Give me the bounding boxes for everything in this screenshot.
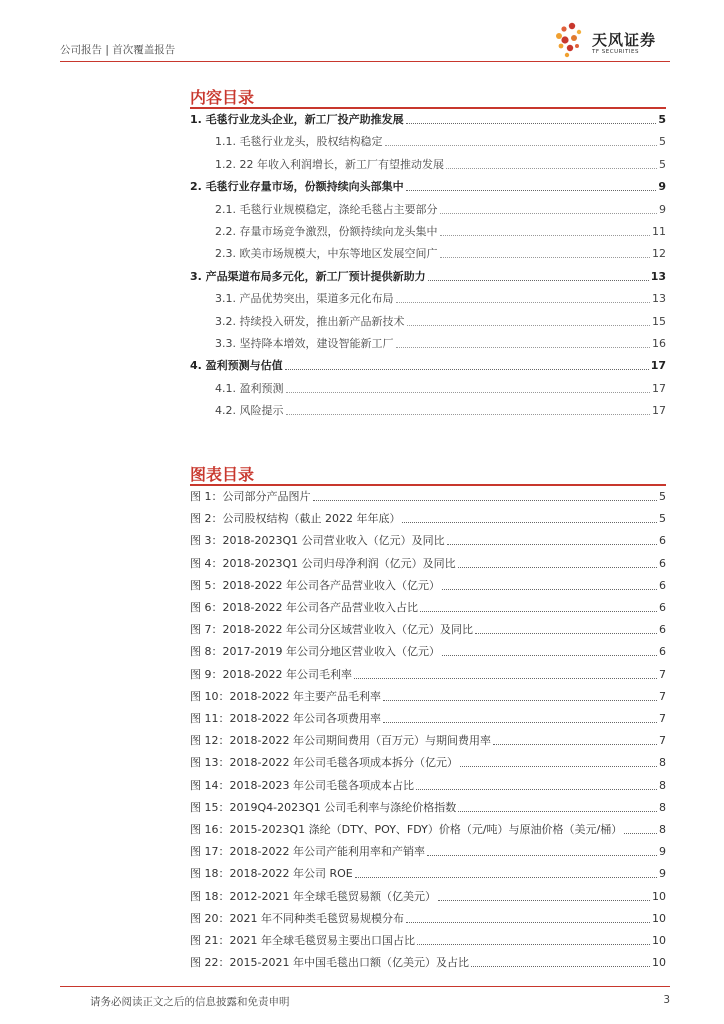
logo-flower-icon — [550, 20, 590, 60]
entry-label: 3. 产品渠道布局多元化，新工厂预计提供新助力 — [190, 269, 426, 283]
entry-page-number: 9 — [659, 202, 666, 216]
dot-leader — [427, 855, 657, 856]
figure-entry[interactable] — [190, 823, 666, 837]
figure-entry[interactable] — [190, 579, 666, 593]
entry-page-number: 12 — [652, 247, 666, 261]
entry-page-number: 6 — [659, 601, 666, 614]
entry-label: 图 22：2015-2021 年中国毛毯出口额（亿美元）及占比 — [190, 956, 469, 970]
entry-page-number: 16 — [652, 337, 666, 350]
figure-entry[interactable] — [190, 867, 666, 881]
dot-leader — [383, 722, 657, 723]
entry-label: 图 20：2021 年不同种类毛毯贸易规模分布 — [190, 911, 404, 925]
entry-page-number: 9 — [658, 180, 666, 194]
entry-page-number: 7 — [659, 689, 666, 703]
dot-leader — [313, 500, 658, 501]
entry-page-number: 7 — [659, 712, 666, 725]
dot-leader — [355, 877, 657, 878]
entry-label: 图 11：2018-2022 年公司各项费用率 — [190, 712, 381, 725]
dot-leader — [442, 655, 657, 656]
dot-leader — [286, 392, 651, 393]
dot-leader — [440, 235, 651, 236]
entry-label: 2. 毛毯行业存量市场，份额持续向头部集中 — [190, 180, 404, 194]
entry-page-number: 7 — [659, 734, 666, 748]
entry-page-number: 10 — [652, 889, 666, 903]
entry-label: 图 7：2018-2022 年公司分区域营业收入（亿元）及同比 — [190, 623, 473, 637]
contents-entry[interactable] — [190, 180, 666, 194]
entry-label: 3.3. 坚持降本增效，建设智能新工厂 — [215, 337, 394, 350]
contents-entry[interactable] — [215, 135, 666, 149]
footer-divider — [60, 986, 670, 987]
entry-label: 图 14：2018-2023 年公司毛毯各项成本占比 — [190, 778, 414, 792]
entry-page-number: 9 — [659, 845, 666, 859]
figure-entry[interactable] — [190, 934, 666, 948]
entry-page-number: 17 — [652, 381, 666, 395]
contents-entry[interactable] — [215, 315, 666, 329]
entry-label: 图 1：公司部分产品图片 — [190, 490, 311, 503]
entry-page-number: 5 — [659, 157, 666, 171]
company-logo — [550, 20, 670, 60]
dot-leader — [440, 257, 651, 258]
dot-leader — [458, 567, 657, 568]
entry-page-number: 6 — [659, 578, 666, 592]
entry-label: 4.2. 风险提示 — [215, 404, 284, 418]
entry-page-number: 10 — [652, 911, 666, 925]
entry-page-number: 8 — [659, 800, 666, 814]
entry-label: 图 12：2018-2022 年公司期间费用（百万元）与期间费用率 — [190, 734, 491, 748]
figure-entry[interactable] — [190, 601, 666, 615]
dot-leader — [396, 347, 651, 348]
entry-page-number: 11 — [652, 225, 666, 238]
entry-label: 图 21：2021 年全球毛毯贸易主要出口国占比 — [190, 934, 415, 947]
figure-entry[interactable] — [190, 668, 666, 682]
entry-label: 3.2. 持续投入研发，推出新产品新技术 — [215, 314, 405, 328]
entry-label: 图 16：2015-2023Q1 涤纶（DTY、POY、FDY）价格（元/吨）与原油价格（美元/桶） — [190, 823, 623, 836]
entry-label: 3.1. 产品优势突出，渠道多元化布局 — [215, 292, 394, 306]
contents-entry[interactable] — [215, 225, 666, 239]
entry-label: 图 18：2012-2021 年全球毛毯贸易额（亿美元） — [190, 889, 436, 903]
dot-leader — [417, 944, 650, 945]
dot-leader — [354, 678, 657, 679]
figure-entry[interactable] — [190, 890, 666, 904]
dot-leader — [383, 700, 657, 701]
contents-entry[interactable] — [215, 158, 666, 172]
dot-leader — [406, 123, 657, 124]
entry-label: 4.1. 盈利预测 — [215, 381, 284, 395]
report-type: 公司报告 | 首次覆盖报告 — [60, 44, 176, 56]
entry-page-number: 13 — [652, 292, 666, 306]
entry-label: 2.2. 存量市场竞争激烈，份额持续向龙头集中 — [215, 225, 438, 238]
dot-leader — [428, 280, 649, 281]
entry-page-number: 17 — [652, 404, 666, 418]
entry-label: 图 8：2017-2019 年公司分地区营业收入（亿元） — [190, 645, 440, 659]
contents-title-rule — [190, 107, 666, 109]
dot-leader — [440, 213, 658, 214]
dot-leader — [396, 302, 651, 303]
logo-text-en: TF SECURITIES — [592, 49, 639, 55]
dot-leader — [438, 900, 650, 901]
contents-title: 内容目录 — [190, 88, 255, 107]
figure-entry[interactable] — [190, 734, 666, 748]
entry-label: 1.1. 毛毯行业龙头，股权结构稳定 — [215, 135, 383, 149]
entry-page-number: 8 — [659, 756, 666, 770]
figure-entry[interactable] — [190, 645, 666, 659]
entry-page-number: 15 — [652, 314, 666, 328]
contents-entry[interactable] — [215, 292, 666, 306]
dot-leader — [446, 168, 657, 169]
entry-label: 1.2. 22 年收入利润增长，新工厂有望推动发展 — [215, 157, 444, 171]
entry-page-number: 5 — [659, 512, 666, 526]
figure-entry[interactable] — [190, 912, 666, 926]
entry-page-number: 10 — [652, 934, 666, 947]
dot-leader — [624, 833, 657, 834]
header-divider — [60, 61, 670, 62]
entry-label: 图 5：2018-2022 年公司各产品营业收入（亿元） — [190, 578, 440, 592]
entry-page-number: 6 — [659, 645, 666, 659]
figure-entry[interactable] — [190, 756, 666, 770]
figure-entry[interactable] — [190, 845, 666, 859]
dot-leader — [416, 789, 657, 790]
entry-label: 1. 毛毯行业龙头企业，新工厂投产助推发展 — [190, 113, 404, 126]
dot-leader — [406, 190, 657, 191]
figures-title: 图表目录 — [190, 465, 255, 484]
dot-leader — [447, 544, 657, 545]
entry-label: 图 2：公司股权结构（截止 2022 年年底） — [190, 512, 401, 526]
figures-title-rule — [190, 484, 666, 486]
contents-entry[interactable] — [215, 337, 666, 351]
entry-page-number: 6 — [659, 534, 666, 548]
figure-entry[interactable] — [190, 534, 666, 548]
dot-leader — [420, 611, 657, 612]
contents-entry[interactable] — [215, 203, 666, 217]
contents-entry[interactable] — [215, 247, 666, 261]
entry-page-number: 10 — [652, 956, 666, 970]
contents-entry[interactable] — [190, 270, 666, 284]
entry-label: 图 4：2018-2023Q1 公司归母净利润（亿元）及同比 — [190, 556, 456, 570]
logo-text-cn: 天风证券 — [592, 31, 657, 49]
figure-entry[interactable] — [190, 779, 666, 793]
dot-leader — [286, 414, 651, 415]
figure-entry[interactable] — [190, 512, 666, 526]
dot-leader — [385, 145, 658, 146]
figure-entry[interactable] — [190, 690, 666, 704]
entry-page-number: 7 — [659, 667, 666, 681]
entry-label: 图 18：2018-2022 年公司 ROE — [190, 867, 353, 881]
entry-page-number: 5 — [659, 135, 666, 149]
page-header — [60, 0, 670, 64]
figure-entry[interactable] — [190, 490, 666, 504]
contents-entry[interactable] — [215, 404, 666, 418]
entry-label: 4. 盈利预测与估值 — [190, 359, 283, 373]
entry-page-number: 8 — [659, 823, 666, 836]
entry-page-number: 6 — [659, 623, 666, 637]
dot-leader — [460, 766, 657, 767]
figure-entry[interactable] — [190, 956, 666, 970]
entry-label: 2.3. 欧美市场规模大，中东等地区发展空间广 — [215, 247, 438, 261]
entry-page-number: 5 — [659, 490, 666, 503]
entry-label: 2.1. 毛毯行业规模稳定，涤纶毛毯占主要部分 — [215, 202, 438, 216]
entry-label: 图 13：2018-2022 年公司毛毯各项成本拆分（亿元） — [190, 756, 458, 770]
dot-leader — [406, 922, 650, 923]
dot-leader — [442, 589, 657, 590]
page-number: 3 — [663, 994, 670, 1006]
entry-label: 图 17：2018-2022 年公司产能利用率和产销率 — [190, 845, 425, 859]
entry-label: 图 3：2018-2023Q1 公司营业收入（亿元）及同比 — [190, 534, 445, 548]
page-footer — [60, 986, 670, 1016]
entry-label: 图 9：2018-2022 年公司毛利率 — [190, 667, 352, 681]
entry-page-number: 9 — [659, 867, 666, 881]
dot-leader — [471, 966, 650, 967]
dot-leader — [458, 811, 657, 812]
entry-page-number: 5 — [658, 113, 666, 126]
dot-leader — [493, 744, 657, 745]
contents-entry[interactable] — [215, 382, 666, 396]
figure-entry[interactable] — [190, 623, 666, 637]
dot-leader — [402, 522, 657, 523]
disclaimer-text: 请务必阅读正文之后的信息披露和免责申明 — [90, 996, 290, 1008]
entry-label: 图 15：2019Q4-2023Q1 公司毛利率与涤纶价格指数 — [190, 800, 457, 814]
entry-page-number: 13 — [650, 269, 666, 283]
entry-label: 图 10：2018-2022 年主要产品毛利率 — [190, 689, 381, 703]
contents-entry[interactable] — [190, 113, 666, 127]
dot-leader — [475, 633, 657, 634]
dot-leader — [285, 369, 649, 370]
contents-entry[interactable] — [190, 359, 666, 373]
entry-page-number: 6 — [659, 556, 666, 570]
figure-entry[interactable] — [190, 801, 666, 815]
figure-entry[interactable] — [190, 712, 666, 726]
entry-page-number: 17 — [650, 359, 666, 373]
entry-page-number: 8 — [659, 778, 666, 792]
entry-label: 图 6：2018-2022 年公司各产品营业收入占比 — [190, 601, 418, 614]
dot-leader — [407, 325, 651, 326]
figure-entry[interactable] — [190, 557, 666, 571]
